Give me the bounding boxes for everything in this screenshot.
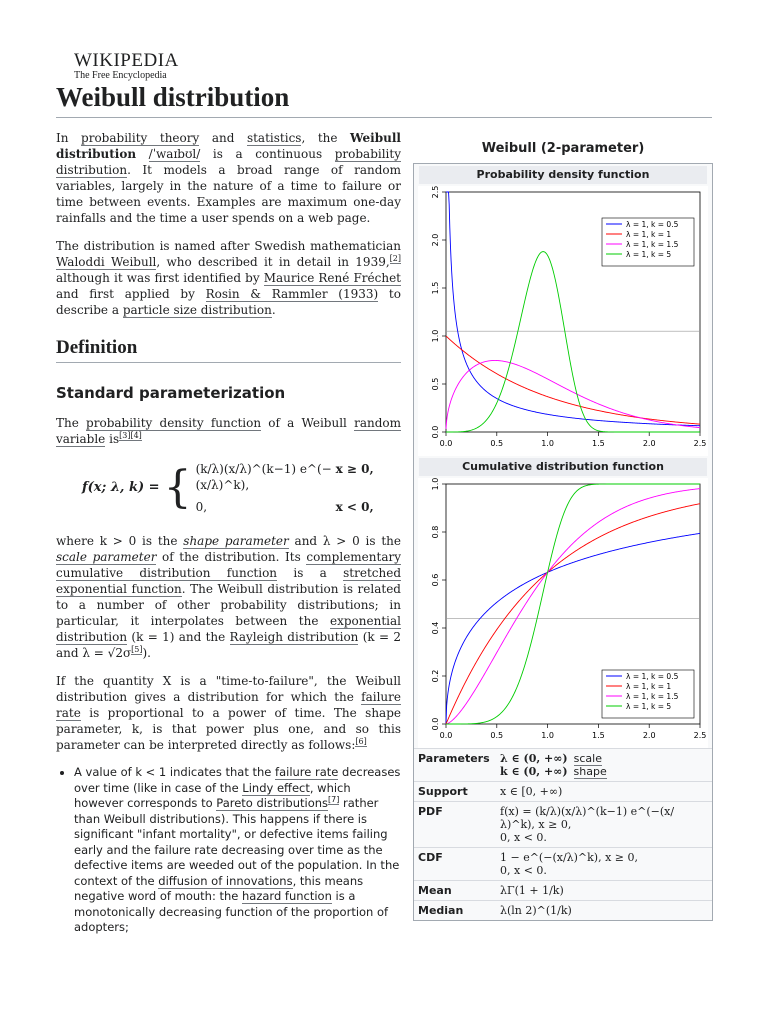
link-frechet[interactable]: Maurice René Fréchet (263, 271, 402, 285)
intro-paragraph (56, 130, 401, 226)
label-parameters: Parameters (414, 749, 496, 782)
text: decreases over time (like in case of the (74, 765, 401, 795)
text: is proportional to a power of time. The shape parameter, k, is that power plus one, and so this parameter can be interpreted directly as follows: (56, 706, 401, 752)
link-pareto[interactable]: Pareto distributions (216, 796, 329, 810)
text: ). (142, 646, 151, 660)
link-diffusion[interactable]: diffusion of innovations (158, 873, 293, 888)
text: and (199, 131, 247, 145)
quantity-paragraph (56, 673, 401, 753)
title-divider (56, 117, 712, 118)
ref-5[interactable]: [5] (131, 645, 143, 654)
link-ccdf[interactable]: complementary cumulative distribution function (56, 550, 401, 580)
text: The distribution is named after Swedish mathematician (56, 239, 401, 253)
row-mean (414, 881, 712, 901)
cdf-case-1: 1 − e^(−(x/λ)^k), x ≥ 0, (500, 851, 638, 864)
legend-label: λ = 1, k = 1 (626, 230, 672, 239)
x-tick-label: 2.0 (642, 439, 656, 448)
text (136, 147, 149, 161)
text: A value of k < 1 indicates that the (74, 765, 276, 779)
text: and λ > 0 is the (288, 534, 401, 548)
legend-label: λ = 1, k = 5 (626, 702, 672, 711)
pdf-formula (82, 461, 401, 515)
param-shape-value: k ∈ (0, +∞) (500, 765, 568, 778)
value-parameters (496, 749, 712, 782)
link-hazard-function[interactable]: hazard function (242, 889, 332, 903)
pdf-case-2: 0, x < 0. (500, 831, 547, 844)
cdf-chart-heading: Cumulative distribution function (419, 458, 707, 476)
cdf-case-2: 0, x < 0. (500, 864, 547, 877)
link-ipa[interactable]: /ˈwaɪbʊl/ (148, 147, 201, 161)
y-tick-label: 1.5 (431, 281, 440, 295)
ref-7[interactable]: [7] (328, 795, 340, 805)
legend-label: λ = 1, k = 5 (626, 250, 672, 259)
text: . It models a broad range of random variables, largely in the nature of a time to failure or time between events. Examples are maximum one-day rainfalls and the time a user spends on a web page. (56, 163, 401, 225)
text: . The Weibull distribution is related to a number of other probability distributions; in particular, it interpolates between the (56, 582, 401, 628)
pdf-chart[interactable] (418, 186, 708, 456)
value-mean: λΓ(1 + 1/k) (496, 881, 712, 901)
wikipedia-logo[interactable] (74, 50, 179, 81)
standard-parameterization-heading: Standard parameterization (56, 384, 286, 402)
link-scale-parameter[interactable]: scale parameter (56, 550, 157, 564)
x-tick-label: 0.0 (439, 439, 453, 448)
y-tick-label: 0.4 (431, 621, 440, 635)
param-scale-value: λ ∈ (0, +∞) (500, 752, 568, 765)
link-failure-rate[interactable]: failure rate (56, 690, 401, 720)
y-tick-label: 2.5 (431, 186, 440, 199)
bold-term: Weibull distribution (56, 131, 401, 161)
text: rather than Weibull distributions). This happens if there is significant "infant mortality", or defective items failing early and the failure rate decreasing over time as the defective items are weeded out of the population. In the context of the (74, 796, 400, 888)
y-tick-label: 2.0 (431, 233, 440, 247)
formula-lhs: f(x; λ, k) = (82, 480, 160, 495)
legend-label: λ = 1, k = 1.5 (626, 692, 679, 701)
pdf-paragraph (56, 415, 401, 447)
article-body (56, 130, 401, 936)
link-probability-distribution[interactable]: probability distribution (56, 147, 401, 177)
refs-3-4[interactable]: [3][4] (119, 431, 142, 440)
shape-parameter-list (56, 765, 401, 936)
pdf-chart-heading: Probability density function (419, 166, 707, 184)
link-waloddi-weibull[interactable]: Waloddi Weibull (56, 255, 157, 269)
row-cdf (414, 848, 712, 881)
y-tick-label: 0.0 (431, 425, 440, 439)
text: although it was first identified by (56, 271, 264, 285)
text: of the distribution. Its (156, 550, 307, 564)
text: , this means negative word of mouth: the (74, 873, 364, 903)
x-tick-label: 0.5 (490, 731, 504, 740)
text: (k = 2 and λ = √2σ (56, 630, 401, 660)
link-probability-theory[interactable]: probability theory (81, 131, 200, 145)
y-tick-label: 0.6 (431, 573, 440, 587)
y-tick-label: 0.0 (431, 717, 440, 731)
x-tick-label: 2.0 (642, 731, 656, 740)
row-support (414, 782, 712, 802)
text: where k > 0 is the (56, 534, 184, 548)
cond-2: x < 0, (335, 500, 374, 514)
where-paragraph (56, 533, 401, 661)
label-pdf: PDF (414, 802, 496, 848)
formula-cases (196, 461, 396, 515)
cdf-chart[interactable] (418, 478, 708, 748)
page-title: Weibull distribution (56, 82, 290, 112)
infobox-title: Weibull (2-parameter) (481, 141, 645, 156)
row-pdf (414, 802, 712, 848)
logo-tagline: The Free Encyclopedia (74, 70, 167, 81)
legend-label: λ = 1, k = 1.5 (626, 240, 679, 249)
y-tick-label: 0.2 (431, 669, 440, 683)
link-particle-size[interactable]: particle size distribution (122, 303, 272, 317)
text: If the quantity X is a "time-to-failure", the Weibull distribution gives a distribution for which the (56, 674, 401, 704)
text: and first applied by (56, 287, 206, 301)
row-parameters (414, 749, 712, 782)
text: is (105, 432, 120, 446)
link-shape-parameter[interactable]: shape parameter (183, 534, 289, 548)
legend-label: λ = 1, k = 1 (626, 682, 672, 691)
row-median (414, 901, 712, 921)
value-median: λ(ln 2)^(1/k) (496, 901, 712, 921)
value-pdf (496, 802, 712, 848)
y-tick-label: 0.8 (431, 525, 440, 539)
label-support: Support (414, 782, 496, 802)
y-tick-label: 1.0 (431, 478, 440, 491)
link-lindy-effect[interactable]: Lindy effect (242, 780, 310, 795)
cond-1: x ≥ 0, (335, 462, 374, 476)
text: . (271, 303, 276, 317)
y-tick-label: 0.5 (431, 377, 440, 391)
link-exponential-distribution[interactable]: exponential distribution (56, 614, 401, 644)
x-tick-label: 1.5 (592, 439, 605, 448)
link-pdf[interactable]: probability density function (86, 416, 262, 430)
case-1: (k/λ)(x/λ)^(k−1) e^(−(x/λ)^k), (195, 462, 332, 492)
x-tick-label: 1.0 (541, 731, 554, 740)
case-2: 0, (195, 500, 208, 514)
link-stretched-exponential[interactable]: stretched exponential function (56, 566, 401, 596)
ref-6[interactable]: [6] (355, 737, 367, 746)
formula-brace: { (163, 462, 192, 513)
link-rayleigh-distribution[interactable]: Rayleigh distribution (229, 630, 359, 644)
definition-heading: Definition (56, 340, 401, 363)
link-statistics[interactable]: statistics (246, 131, 302, 145)
legend-label: λ = 1, k = 0.5 (626, 220, 679, 229)
label-mean: Mean (414, 881, 496, 901)
legend-label: λ = 1, k = 0.5 (626, 672, 679, 681)
text: , which however corresponds to (74, 780, 351, 810)
text: , who described it in detail in 1939, (156, 255, 390, 269)
x-tick-label: 0.0 (439, 731, 453, 740)
infobox-table (414, 748, 712, 920)
text: is a (277, 566, 344, 580)
link-failure-rate-2[interactable]: failure rate (275, 765, 339, 779)
infobox-frame (413, 163, 713, 921)
value-cdf (496, 848, 712, 881)
text: is a continuous (200, 147, 335, 161)
x-tick-label: 2.5 (693, 731, 707, 740)
x-tick-label: 2.5 (693, 439, 707, 448)
pdf-case-1: f(x) = (k/λ)(x/λ)^(k−1) e^(−(x/λ)^k), x ≥ 0, (500, 805, 675, 831)
text: to describe a (56, 287, 401, 317)
label-median: Median (414, 901, 496, 921)
value-support: x ∈ [0, +∞) (496, 782, 712, 802)
text: is a monotonically decreasing function of the proportion of adopters; (74, 889, 389, 934)
x-tick-label: 1.0 (541, 439, 554, 448)
link-shape[interactable]: shape (573, 765, 607, 778)
text: of a Weibull (261, 416, 355, 430)
label-cdf: CDF (414, 848, 496, 881)
text: (k = 1) and the (127, 630, 230, 644)
ref-2[interactable]: [2] (389, 254, 401, 263)
y-tick-label: 1.0 (431, 329, 440, 343)
x-tick-label: 1.5 (592, 731, 605, 740)
text: , the (301, 131, 351, 145)
named-paragraph (56, 238, 401, 318)
list-item (74, 765, 401, 936)
text: In (56, 131, 82, 145)
text: The (56, 416, 87, 430)
link-scale[interactable]: scale (573, 752, 602, 765)
x-tick-label: 0.5 (490, 439, 504, 448)
link-rosin-rammler[interactable]: Rosin & Rammler (1933) (205, 287, 379, 301)
infobox (413, 135, 713, 921)
logo-wordmark: WIKIPEDIA (74, 50, 179, 71)
link-random-variable[interactable]: random variable (56, 416, 401, 446)
